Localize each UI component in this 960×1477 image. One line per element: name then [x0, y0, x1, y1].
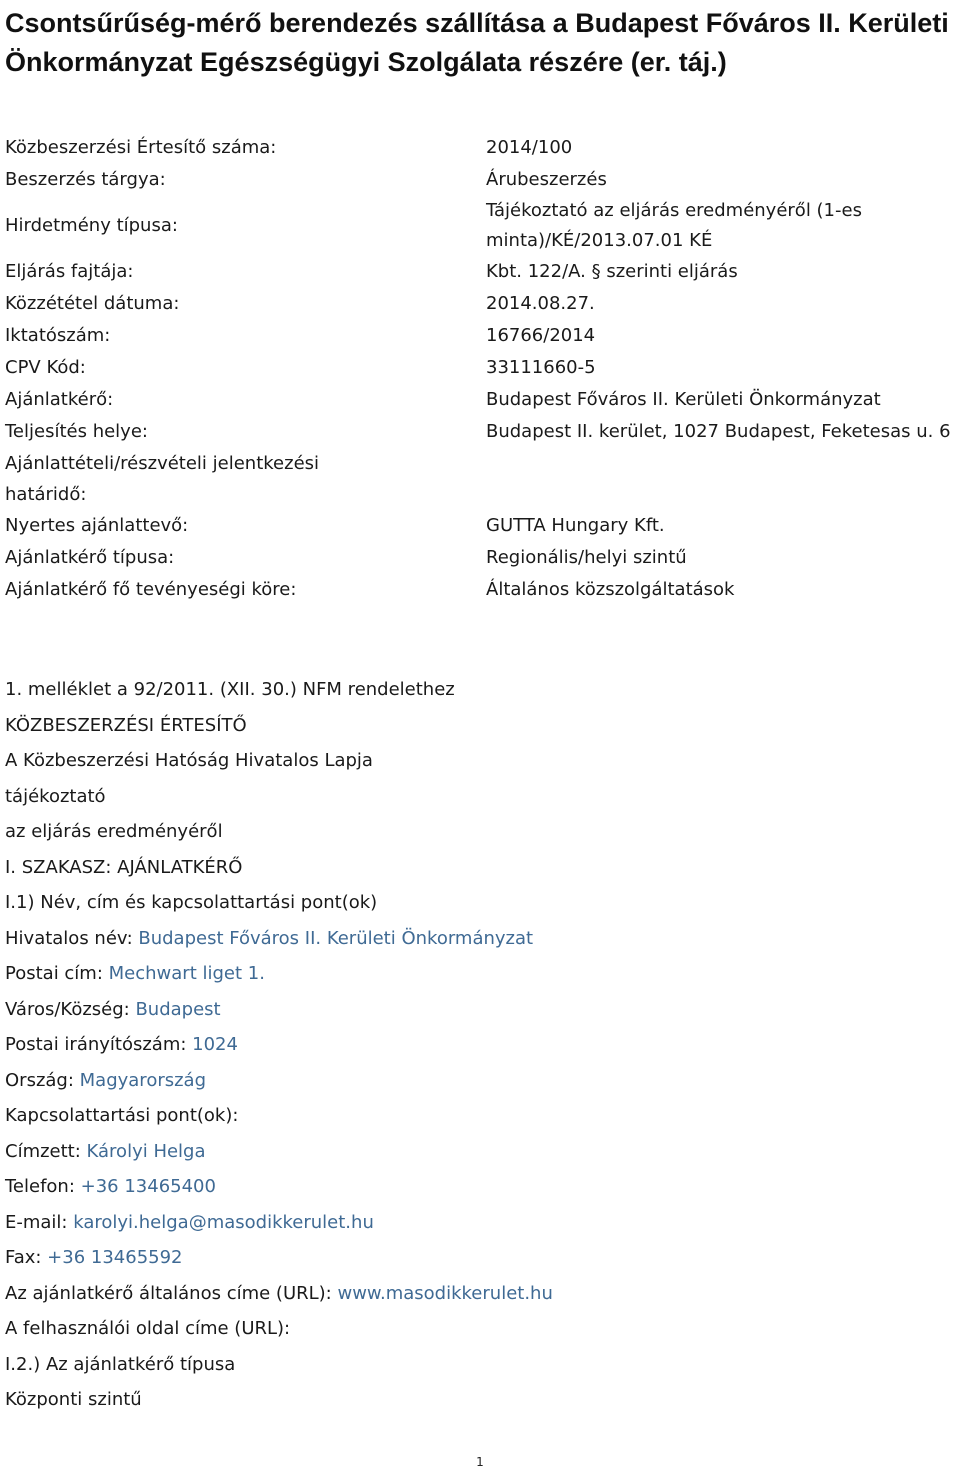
meta-label: Hirdetmény típusa:	[5, 215, 178, 236]
meta-value-line: minta)/KÉ/2013.07.01 KÉ	[486, 230, 713, 251]
email-link[interactable]: karolyi.helga@masodikkerulet.hu	[73, 1211, 374, 1233]
url-row	[5, 1276, 955, 1312]
field-value: Károlyi Helga	[86, 1140, 206, 1162]
meta-value: Budapest Főváros II. Kerületi Önkormányzat	[486, 389, 881, 410]
gazette-subtitle: A Közbeszerzési Hatóság Hivatalos Lapja	[5, 750, 373, 771]
meta-row	[5, 132, 960, 164]
meta-value: 2014.08.27.	[486, 293, 595, 314]
subsection-heading: I.1) Név, cím és kapcsolattartási pont(ok)	[5, 892, 378, 913]
addressee-row	[5, 1134, 955, 1170]
meta-row	[5, 416, 960, 448]
field-value: 1024	[192, 1034, 238, 1055]
meta-label: Teljesítés helye:	[5, 421, 148, 442]
meta-label: Eljárás fajtája:	[5, 261, 134, 282]
meta-row	[5, 574, 960, 606]
field-label: Postai irányítószám:	[5, 1034, 193, 1055]
meta-value: Budapest II. kerület, 1027 Budapest, Feketesas u. 6	[486, 421, 951, 442]
meta-row	[5, 196, 960, 256]
meta-label-line: Ajánlattételi/részvételi jelentkezési	[5, 453, 320, 474]
country-row	[5, 1063, 955, 1099]
field-value: Mechwart liget 1.	[108, 963, 265, 984]
buyer-profile-url-label: A felhasználói oldal címe (URL):	[5, 1318, 291, 1339]
meta-row	[5, 352, 960, 384]
meta-row	[5, 510, 960, 542]
meta-label: Közbeszerzési Értesítő száma:	[5, 137, 277, 158]
meta-value: 2014/100	[486, 137, 573, 158]
meta-label: Ajánlatkérő fő tevényeségi köre:	[5, 579, 297, 600]
meta-row	[5, 448, 960, 510]
document-title: Csontsűrűség-mérő berendezés szállítása a Budapest Főváros II. Kerületi Önkormányzat Egészségügyi Szolgálata részére (er. táj.)	[5, 8, 949, 77]
email-row	[5, 1205, 955, 1241]
field-label: E-mail:	[5, 1211, 74, 1233]
meta-label: Nyertes ajánlattevő:	[5, 515, 189, 536]
field-value: +36 13465400	[80, 1176, 216, 1197]
meta-value-line: Tájékoztató az eljárás eredményéről (1-es	[486, 200, 862, 221]
meta-value: Általános közszolgáltatások	[486, 579, 735, 600]
meta-row	[5, 542, 960, 574]
meta-label: CPV Kód:	[5, 357, 86, 378]
field-label: Fax:	[5, 1247, 48, 1268]
annex-reference: 1. melléklet a 92/2011. (XII. 30.) NFM rendelethez	[5, 679, 455, 700]
meta-label	[5, 448, 486, 510]
meta-value: GUTTA Hungary Kft.	[486, 515, 665, 536]
metadata-table	[5, 132, 960, 606]
subsection-heading: I.2.) Az ajánlatkérő típusa	[5, 1353, 236, 1375]
meta-label: Iktatószám:	[5, 325, 111, 346]
meta-value: 33111660-5	[486, 357, 596, 378]
field-label: Város/Község:	[5, 998, 136, 1020]
field-value: Budapest Főváros II. Kerületi Önkormányzat	[138, 927, 534, 949]
meta-label: Beszerzés tárgya:	[5, 169, 166, 190]
meta-row	[5, 288, 960, 320]
gazette-name: KÖZBESZERZÉSI ÉRTESÍTŐ	[5, 714, 247, 736]
field-label: Címzett:	[5, 1140, 87, 1162]
meta-label: Közzététel dátuma:	[5, 293, 180, 314]
field-label: Telefon:	[5, 1176, 81, 1197]
field-value: Magyarország	[79, 1069, 207, 1091]
meta-row	[5, 384, 960, 416]
field-value: Budapest	[135, 998, 221, 1020]
page-number: 1	[476, 1455, 484, 1469]
meta-value: Regionális/helyi szintű	[486, 547, 687, 568]
meta-value	[486, 448, 960, 510]
meta-label: Ajánlatkérő típusa:	[5, 547, 175, 568]
meta-row	[5, 164, 960, 196]
meta-value	[486, 196, 960, 256]
meta-row	[5, 320, 960, 352]
field-value: +36 13465592	[47, 1247, 183, 1268]
zip-row	[5, 1027, 955, 1063]
meta-label-line: határidő:	[5, 484, 87, 505]
meta-row	[5, 256, 960, 288]
notice-body	[5, 672, 955, 1418]
authority-type-value: Központi szintű	[5, 1389, 142, 1410]
meta-value: Árubeszerzés	[486, 169, 607, 190]
section-heading: I. SZAKASZ: AJÁNLATKÉRŐ	[5, 856, 243, 878]
field-label: Postai cím:	[5, 963, 109, 984]
phone-row	[5, 1169, 955, 1205]
contact-points-label: Kapcsolattartási pont(ok):	[5, 1105, 239, 1126]
field-label: Az ajánlatkérő általános címe (URL):	[5, 1282, 338, 1304]
official-name-row	[5, 921, 955, 957]
field-label: Ország:	[5, 1069, 80, 1091]
notice-subject: az eljárás eredményéről	[5, 821, 223, 842]
fax-row	[5, 1240, 955, 1276]
url-link[interactable]: www.masodikkerulet.hu	[337, 1282, 553, 1304]
meta-label: Ajánlatkérő:	[5, 389, 114, 410]
city-row	[5, 992, 955, 1028]
meta-value: Kbt. 122/A. § szerinti eljárás	[486, 261, 738, 282]
postal-address-row	[5, 956, 955, 992]
meta-value: 16766/2014	[486, 325, 596, 346]
notice-type: tájékoztató	[5, 785, 106, 807]
field-label: Hivatalos név:	[5, 927, 139, 949]
